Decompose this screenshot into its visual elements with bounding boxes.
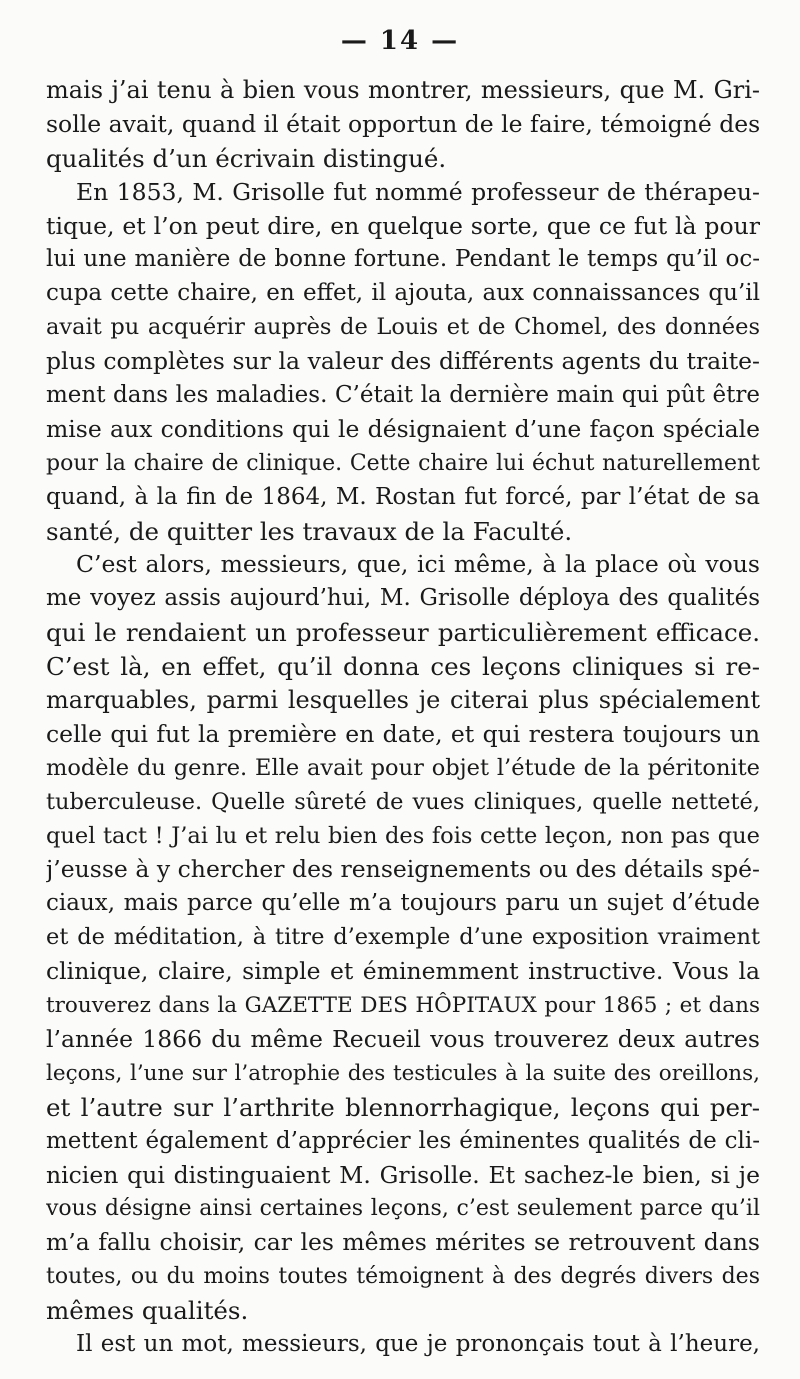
text-line: lui une manière de bonne fortune. Pendant le temps qu’il oc- bbox=[46, 246, 760, 273]
text-line: j’eusse à y chercher des renseignements ou des détails spé- bbox=[46, 855, 760, 884]
page-number: — 14 — bbox=[340, 26, 460, 56]
text-line: ciaux, mais parce qu’elle m’a toujours paru un sujet d’étude bbox=[46, 890, 760, 917]
text-line: leçons, l’une sur l’atrophie des testicules à la suite des oreillons, bbox=[46, 1060, 760, 1086]
text-line: quand, à la fin de 1864, M. Rostan fut forcé, par l’état de sa bbox=[46, 483, 760, 510]
text-line: qualités d’un écrivain distingué. bbox=[46, 143, 447, 173]
text-line: Il est un mot, messieurs, que je prononçais tout à l’heure, bbox=[76, 1330, 760, 1357]
text-line: pour la chaire de clinique. Cette chaire lui échut naturellement bbox=[46, 450, 760, 476]
text-line: modèle du genre. Elle avait pour objet l’étude de la péritonite bbox=[46, 754, 760, 781]
text-line: toutes, ou du moins toutes témoignent à des degrés divers des bbox=[46, 1264, 760, 1290]
text-line: mais j’ai tenu à bien vous montrer, messieurs, que M. Gri- bbox=[46, 76, 760, 104]
text-line: cupa cette chaire, en effet, il ajouta, aux connaissances qu’il bbox=[46, 280, 760, 307]
text-line: tuberculeuse. Quelle sûreté de vues cliniques, quelle netteté, bbox=[46, 788, 760, 815]
text-line: trouverez dans la GAZETTE DES HÔPITAUX pour 1865 ; et dans bbox=[46, 993, 760, 1019]
text-line: qui le rendaient un professeur particulièrement efficace. bbox=[46, 618, 760, 648]
text-line: celle qui fut la première en date, et qui restera toujours un bbox=[46, 719, 760, 748]
text-line: ment dans les maladies. C’était la dernière main qui pût être bbox=[46, 382, 760, 409]
text-line: m’a fallu choisir, car les mêmes mérites se retrouvent dans bbox=[46, 1228, 760, 1257]
text-line: C’est alors, messieurs, que, ici même, à la place où vous bbox=[76, 550, 760, 579]
text-line: santé, de quitter les travaux de la Faculté. bbox=[46, 516, 573, 546]
text-line: marquables, parmi lesquelles je citerai plus spécialement bbox=[46, 686, 760, 715]
text-line: mise aux conditions qui le désignaient d’une façon spéciale bbox=[46, 414, 760, 443]
text-line: mettent également d’apprécier les éminentes qualités de cli- bbox=[46, 1127, 760, 1154]
text-line: et l’autre sur l’arthrite blennorrhagique, leçons qui per- bbox=[46, 1092, 760, 1122]
text-line: clinique, claire, simple et éminemment instructive. Vous la bbox=[46, 957, 760, 986]
text-line: vous désigne ainsi certaines leçons, c’est seulement parce qu’il bbox=[46, 1196, 760, 1222]
text-line: C’est là, en effet, qu’il donna ces leçons cliniques si re- bbox=[46, 652, 760, 682]
text-line: mêmes qualités. bbox=[46, 1296, 249, 1326]
text-line: et de méditation, à titre d’exemple d’une exposition vraiment bbox=[46, 924, 760, 951]
text-line: quel tact ! J’ai lu et relu bien des fois cette leçon, non pas que bbox=[46, 822, 760, 849]
text-line: solle avait, quand il était opportun de le faire, témoigné des bbox=[46, 109, 760, 138]
text-line: plus complètes sur la valeur des différents agents du traite- bbox=[46, 347, 760, 376]
text-line: En 1853, M. Grisolle fut nommé professeur de thérapeu- bbox=[76, 177, 760, 206]
text-line: me voyez assis aujourd’hui, M. Grisolle déploya des qualités bbox=[46, 585, 760, 612]
text-line: l’année 1866 du même Recueil vous trouverez deux autres bbox=[46, 1024, 760, 1053]
text-line: tique, et l’on peut dire, en quelque sorte, que ce fut là pour bbox=[46, 211, 760, 240]
text-line: avait pu acquérir auprès de Louis et de Chomel, des données bbox=[46, 314, 760, 341]
body-text bbox=[46, 74, 760, 1362]
text-line: nicien qui distinguaient M. Grisolle. Et sachez-le bien, si je bbox=[46, 1160, 760, 1189]
